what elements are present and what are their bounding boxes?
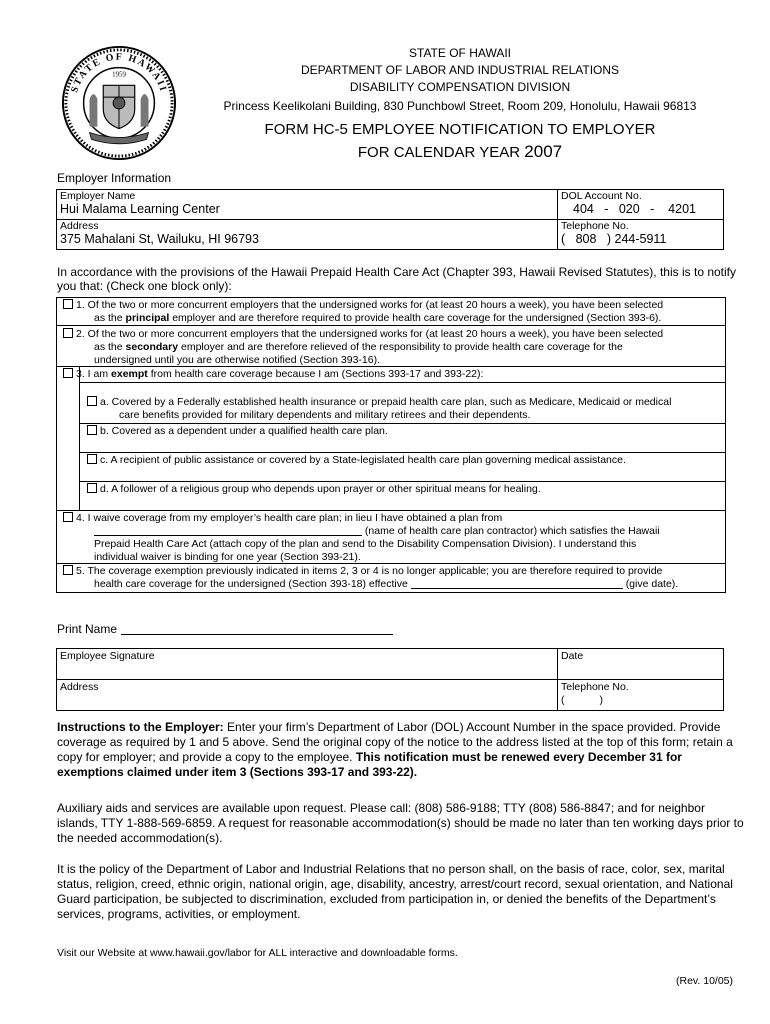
option-3c-text: c. A recipient of public assistance or covered by a State-legislated health care plan governing medical assistance. <box>100 454 626 466</box>
option-1-text-post: employer and are therefore required to provide health care coverage for the undersigned (Section 393-6). <box>172 312 662 324</box>
employer-phone-label: Telephone No. <box>561 220 629 232</box>
state-name: STATE OF HAWAII <box>409 46 511 60</box>
employer-address-value[interactable]: 375 Mahalani St, Wailuku, HI 96793 <box>60 232 259 246</box>
department-name: DEPARTMENT OF LABOR AND INDUSTRIAL RELATIONS <box>300 63 620 77</box>
date-cell[interactable] <box>558 649 724 680</box>
option-5-text-3: (give date). <box>625 578 679 590</box>
website-notice: Visit our Website at www.hawaii.gov/labor for ALL interactive and downloadable forms. <box>57 947 458 959</box>
option-5 <box>63 565 662 578</box>
option-2 <box>63 328 663 341</box>
option-5-text: 5. The coverage exemption previously indicated in items 2, 3 or 4 is no longer applicable; you are therefore required to provide <box>76 565 663 577</box>
state-seal-logo <box>60 44 178 162</box>
calendar-year-line <box>190 142 730 162</box>
option-3d-text: d. A follower of a religious group who depends upon prayer or other spiritual means for healing. <box>100 483 541 495</box>
svg-text:1959: 1959 <box>112 71 126 79</box>
employer-address-label: Address <box>60 220 99 232</box>
option-4-checkbox[interactable] <box>63 512 73 522</box>
option-1-line2 <box>94 312 661 325</box>
option-3-checkbox[interactable] <box>63 368 73 378</box>
print-name-field[interactable] <box>121 634 393 635</box>
option-5-text-2: health care coverage for the undersigned (Section 393-18) effective <box>94 578 408 590</box>
option-5-checkbox[interactable] <box>63 565 73 575</box>
employer-phone-cell[interactable] <box>558 220 724 250</box>
option-2-line2 <box>94 341 623 354</box>
option-3a-line2: care benefits provided for military dependents and military retirees and their dependents. <box>119 409 531 421</box>
option-4-text-2: (name of health care plan contractor) which satisfies the Hawaii <box>364 525 660 537</box>
calendar-year-label: FOR CALENDAR YEAR <box>357 144 521 161</box>
option-3-bold: exempt <box>111 368 148 380</box>
option-3b <box>87 425 388 438</box>
option-3d-checkbox[interactable] <box>87 483 97 493</box>
agency-address: Princess Keelikolani Building, 830 Punchbowl Street, Room 209, Honolulu, Hawaii 96813 <box>223 99 697 113</box>
auxiliary-aids-notice: Auxiliary aids and services are available upon request. Please call: (808) 586-9188; TTY (808) 586-8847; and for neighbor islands, TTY 1-888-569-6859. A request for reasonable accommodation(s) should be made no later than ten working days prior to the needed accommodation(s). <box>57 801 744 845</box>
option-3b-text: b. Covered as a dependent under a qualified health care plan. <box>100 425 388 437</box>
employer-name-value[interactable]: Hui Malama Learning Center <box>60 202 220 216</box>
option-4 <box>63 512 502 525</box>
dol-account-cell[interactable] <box>558 190 724 220</box>
option-3a <box>87 396 671 409</box>
option-4-line3: Prepaid Health Care Act (attach copy of the plan and send to the Disability Compensation Division). I understand this <box>94 538 637 550</box>
option-2-text-pre: as the <box>94 341 123 353</box>
notification-intro: In accordance with the provisions of the Hawaii Prepaid Health Care Act (Chapter 393, Hawaii Revised Statutes), this is to notify you that: (Check one block only): <box>57 265 737 293</box>
employee-address-label: Address <box>60 681 99 693</box>
option-3-text-pre: 3. I am <box>76 368 109 380</box>
employer-name-label: Employer Name <box>60 190 136 202</box>
employer-address-cell[interactable] <box>57 220 558 250</box>
option-3 <box>63 368 483 381</box>
option-1-bold: principal <box>125 312 170 324</box>
option-4-line4: individual waiver is binding for one year (Section 393-21). <box>94 551 361 563</box>
division-name: DISABILITY COMPENSATION DIVISION <box>349 80 571 94</box>
option-3a-checkbox[interactable] <box>87 396 97 406</box>
dol-account-label: DOL Account No. <box>561 190 642 202</box>
option-4-line2 <box>94 525 660 538</box>
employer-info-heading: Employer Information <box>57 171 172 185</box>
dol-account-value[interactable]: 404 - 020 - 4201 <box>573 202 696 216</box>
employee-address-cell[interactable] <box>57 680 558 711</box>
employee-signature-label: Employee Signature <box>60 650 155 662</box>
option-1 <box>63 299 663 312</box>
employee-phone-cell[interactable] <box>558 680 724 711</box>
option-1-text: 1. Of the two or more concurrent employers that the undersigned works for (at least 20 hours a week), you have been selected <box>76 299 664 311</box>
option-2-checkbox[interactable] <box>63 328 73 338</box>
form-title: FORM HC-5 EMPLOYEE NOTIFICATION TO EMPLOYER <box>264 121 656 138</box>
option-3-text-post: from health care coverage because I am (Sections 393-17 and 393-22): <box>150 368 484 380</box>
employer-info-table <box>56 189 724 250</box>
revision-date: (Rev. 10/05) <box>676 975 733 987</box>
option-2-text: 2. Of the two or more concurrent employers that the undersigned works for (at least 20 hours a week), you have been selected <box>76 328 664 340</box>
date-label: Date <box>561 650 584 662</box>
option-3b-checkbox[interactable] <box>87 425 97 435</box>
options-box <box>56 297 726 593</box>
instructions-lead: Instructions to the Employer: <box>57 720 224 734</box>
option-5-line2 <box>94 578 678 591</box>
svg-text:STATE OF HAWAII: STATE OF HAWAII <box>69 51 169 95</box>
option-3c-checkbox[interactable] <box>87 454 97 464</box>
employer-instructions <box>57 720 745 780</box>
option-1-checkbox[interactable] <box>63 299 73 309</box>
option-2-line3: undersigned until you are otherwise notified (Section 393-16). <box>94 354 381 366</box>
option-3a-text: a. Covered by a Federally established health insurance or prepaid health care plan, such as Medicare, Medicaid or medical <box>100 396 672 408</box>
signature-table <box>56 648 724 711</box>
employer-phone-value[interactable]: ( 808 ) 244-5911 <box>561 232 667 246</box>
plan-contractor-blank[interactable] <box>94 525 362 536</box>
employer-name-cell[interactable] <box>57 190 558 220</box>
employee-phone-label: Telephone No. <box>561 681 629 693</box>
print-name-label: Print Name <box>57 622 118 636</box>
option-1-text-pre: as the <box>94 312 123 324</box>
employee-phone-value[interactable]: ( ) <box>561 694 603 706</box>
calendar-year-value: 2007 <box>524 142 563 161</box>
option-3c <box>87 454 626 467</box>
option-2-bold: secondary <box>125 341 179 353</box>
instructions-text: Enter your firm’s Department of Labor (DOL) Account Number in the space provided. Provide coverage as required by 1 and 5 above. Send the original copy of the notice to the address listed at the top of this form; retain a copy for employer; and provide a copy to the employee. <box>57 720 733 764</box>
employee-signature-cell[interactable] <box>57 649 558 680</box>
option-3d <box>87 483 541 496</box>
instructions-renewal-note: This notification must be renewed every December 31 for exemptions claimed under item 3 (Sections 393-17 and 393-22). <box>57 750 682 779</box>
option-2-text-post: employer and are therefore relieved of the responsibility to provide health care coverage for the <box>180 341 623 353</box>
effective-date-blank[interactable] <box>411 578 623 589</box>
nondiscrimination-policy: It is the policy of the Department of Labor and Industrial Relations that no person shall, on the basis of race, color, sex, marital status, religion, creed, ethnic origin, national origin, age, disability, ancestry, arrest/court record, sexual orientation, and National Guard participation, be subjected to discrimination, excluded from participation in, or denied the benefits of the Department’s services, programs, activities, or employment. <box>57 862 733 921</box>
option-4-text: 4. I waive coverage from my employer’s health care plan; in lieu I have obtained a plan from <box>76 512 503 524</box>
